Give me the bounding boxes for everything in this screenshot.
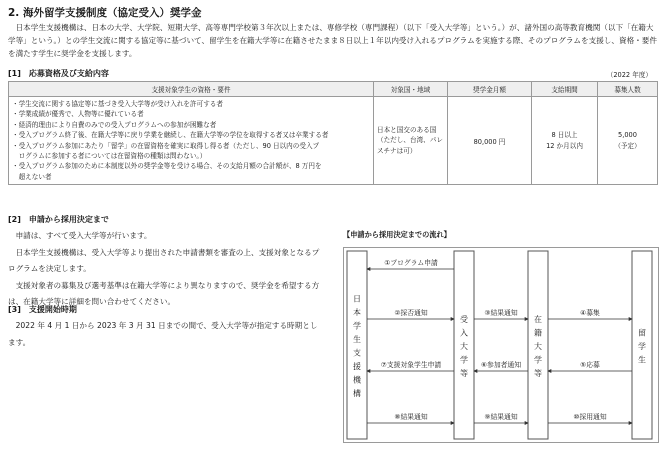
year-note: （2022 年度） xyxy=(606,71,652,79)
step-label-2: ②採否通知 xyxy=(394,309,428,317)
table-row xyxy=(9,97,658,185)
period-line: 8 日以上 xyxy=(551,130,578,139)
page-title: 2. 海外留学支援制度（協定受入）奨学金 xyxy=(8,7,202,19)
section2-body xyxy=(8,228,323,311)
region-cell xyxy=(374,97,448,185)
qualification-line: ・学生交流に関する協定等に基づき受入大学等が受け入れを許可する者 xyxy=(12,100,223,108)
quota-cell xyxy=(598,97,658,185)
step-label-10: ⑩採用通知 xyxy=(573,413,607,421)
qualification-line: 超えない者 xyxy=(12,172,52,181)
eligibility-table xyxy=(8,81,658,185)
region-line: （ただし、台湾、パレ xyxy=(377,136,443,145)
table-header: 奨学金月額 xyxy=(448,82,532,97)
table-header: 支給期間 xyxy=(532,82,598,97)
table-header-row xyxy=(9,82,658,97)
section3-paragraph: 2022 年 4 月 1 日から 2023 年 3 月 31 日までの間で、受入大学等が指定する時期とします。 xyxy=(8,321,318,347)
actor-box-jasso xyxy=(347,251,367,439)
qualification-line: ・受入プログラム終了後、在籍大学等に戻り学業を継続し、在籍大学等の学位を取得する者又は卒業する者 xyxy=(12,131,329,140)
table-header: 募集人数 xyxy=(598,82,658,97)
qualifications-cell xyxy=(9,97,374,185)
step-label-4: ④募集 xyxy=(580,309,600,317)
quota-line: 5,000 xyxy=(618,130,637,139)
step-label-9: ⑨結果通知 xyxy=(484,413,518,421)
region-line: スチナは可） xyxy=(377,146,417,155)
qualification-line: ・学業成績が優秀で、人物等に優れている者 xyxy=(12,110,144,119)
period-line: 12 か月以内 xyxy=(546,141,583,150)
section2-paragraph: 申請は、すべて受入大学等が行います。 xyxy=(15,231,152,240)
qualification-line: ・受入プログラム参加のために本制度以外の奨学金等を受ける場合、その支給月額の合計額が、8 万円を xyxy=(12,162,322,171)
section2-heading: [2] 申請から採用決定まで xyxy=(8,215,109,224)
table-header: 対象国・地域 xyxy=(374,82,448,97)
step-label-6: ⑥参加者通知 xyxy=(480,361,522,369)
flow-title: 【申請から採用決定までの流れ】 xyxy=(343,230,451,239)
actor-label-student: 留学生 xyxy=(638,328,646,365)
section1-heading: [1] 応募資格及び支給内容 xyxy=(8,69,109,78)
amount-cell: 80,000 円 xyxy=(448,97,532,185)
flow-step-labels xyxy=(381,258,607,421)
region-line: 日本と国交のある国 xyxy=(377,125,437,134)
qualification-line: ログラムに参加する者については在留資格の種類は問わない。） xyxy=(12,152,207,161)
step-label-1: ①プログラム申請 xyxy=(384,259,438,267)
section3-body xyxy=(8,318,323,351)
actor-label-home-university: 在籍大学等 xyxy=(534,314,542,378)
step-label-3: ③結果通知 xyxy=(484,309,518,317)
qualification-line: ・経済的理由により自費のみでの受入プログラムへの参加が困難な者 xyxy=(12,120,217,129)
actor-label-host-university: 受入大学等 xyxy=(460,314,468,378)
section3-heading: [3] 支援開始時期 xyxy=(8,305,77,314)
flow-arrows xyxy=(367,269,632,423)
period-cell xyxy=(532,97,598,185)
intro-paragraph: 日本学生支援機構は、日本の大学、大学院、短期大学、高等専門学校第３年次以上または、専修学校（専門課程）（以下「受入大学等」という。）が、諸外国の高等教育機関（以下「在籍大学等」という。）との学生交流に関する協定等に基づいて、留学生を在籍大学等に在籍させたまま８日以上１年以内受け入れるプログラムを実施する際、そのプログラムを支援し、資格・要件を満たす学生に奨学金を支援します。 xyxy=(8,23,657,59)
table-header: 支援対象学生の資格・要件 xyxy=(9,82,374,97)
step-label-7: ⑦支援対象学生申請 xyxy=(380,361,442,369)
actor-label-jasso: 日本学生支援機構 xyxy=(353,294,361,398)
section2-paragraph: 日本学生支援機構は、受入大学等より提出された申請書類を審査の上、支援対象となるプログラムを決定します。 xyxy=(8,247,320,273)
quota-line: （予定） xyxy=(614,141,641,150)
section2-paragraph: 支援対象者の募集及び選考基準は在籍大学等により異なりますので、奨学金を希望する方は、在籍大学等に詳細を問い合わせてください。 xyxy=(8,280,320,306)
qualification-line: ・受入プログラム参加にあたり「留学」の在留資格を確実に取得し得る者（ただし、90 日以内の受入プ xyxy=(12,141,320,150)
step-label-5: ⑤応募 xyxy=(580,361,600,369)
flow-diagram xyxy=(343,247,659,443)
step-label-8: ⑧結果通知 xyxy=(394,413,428,421)
